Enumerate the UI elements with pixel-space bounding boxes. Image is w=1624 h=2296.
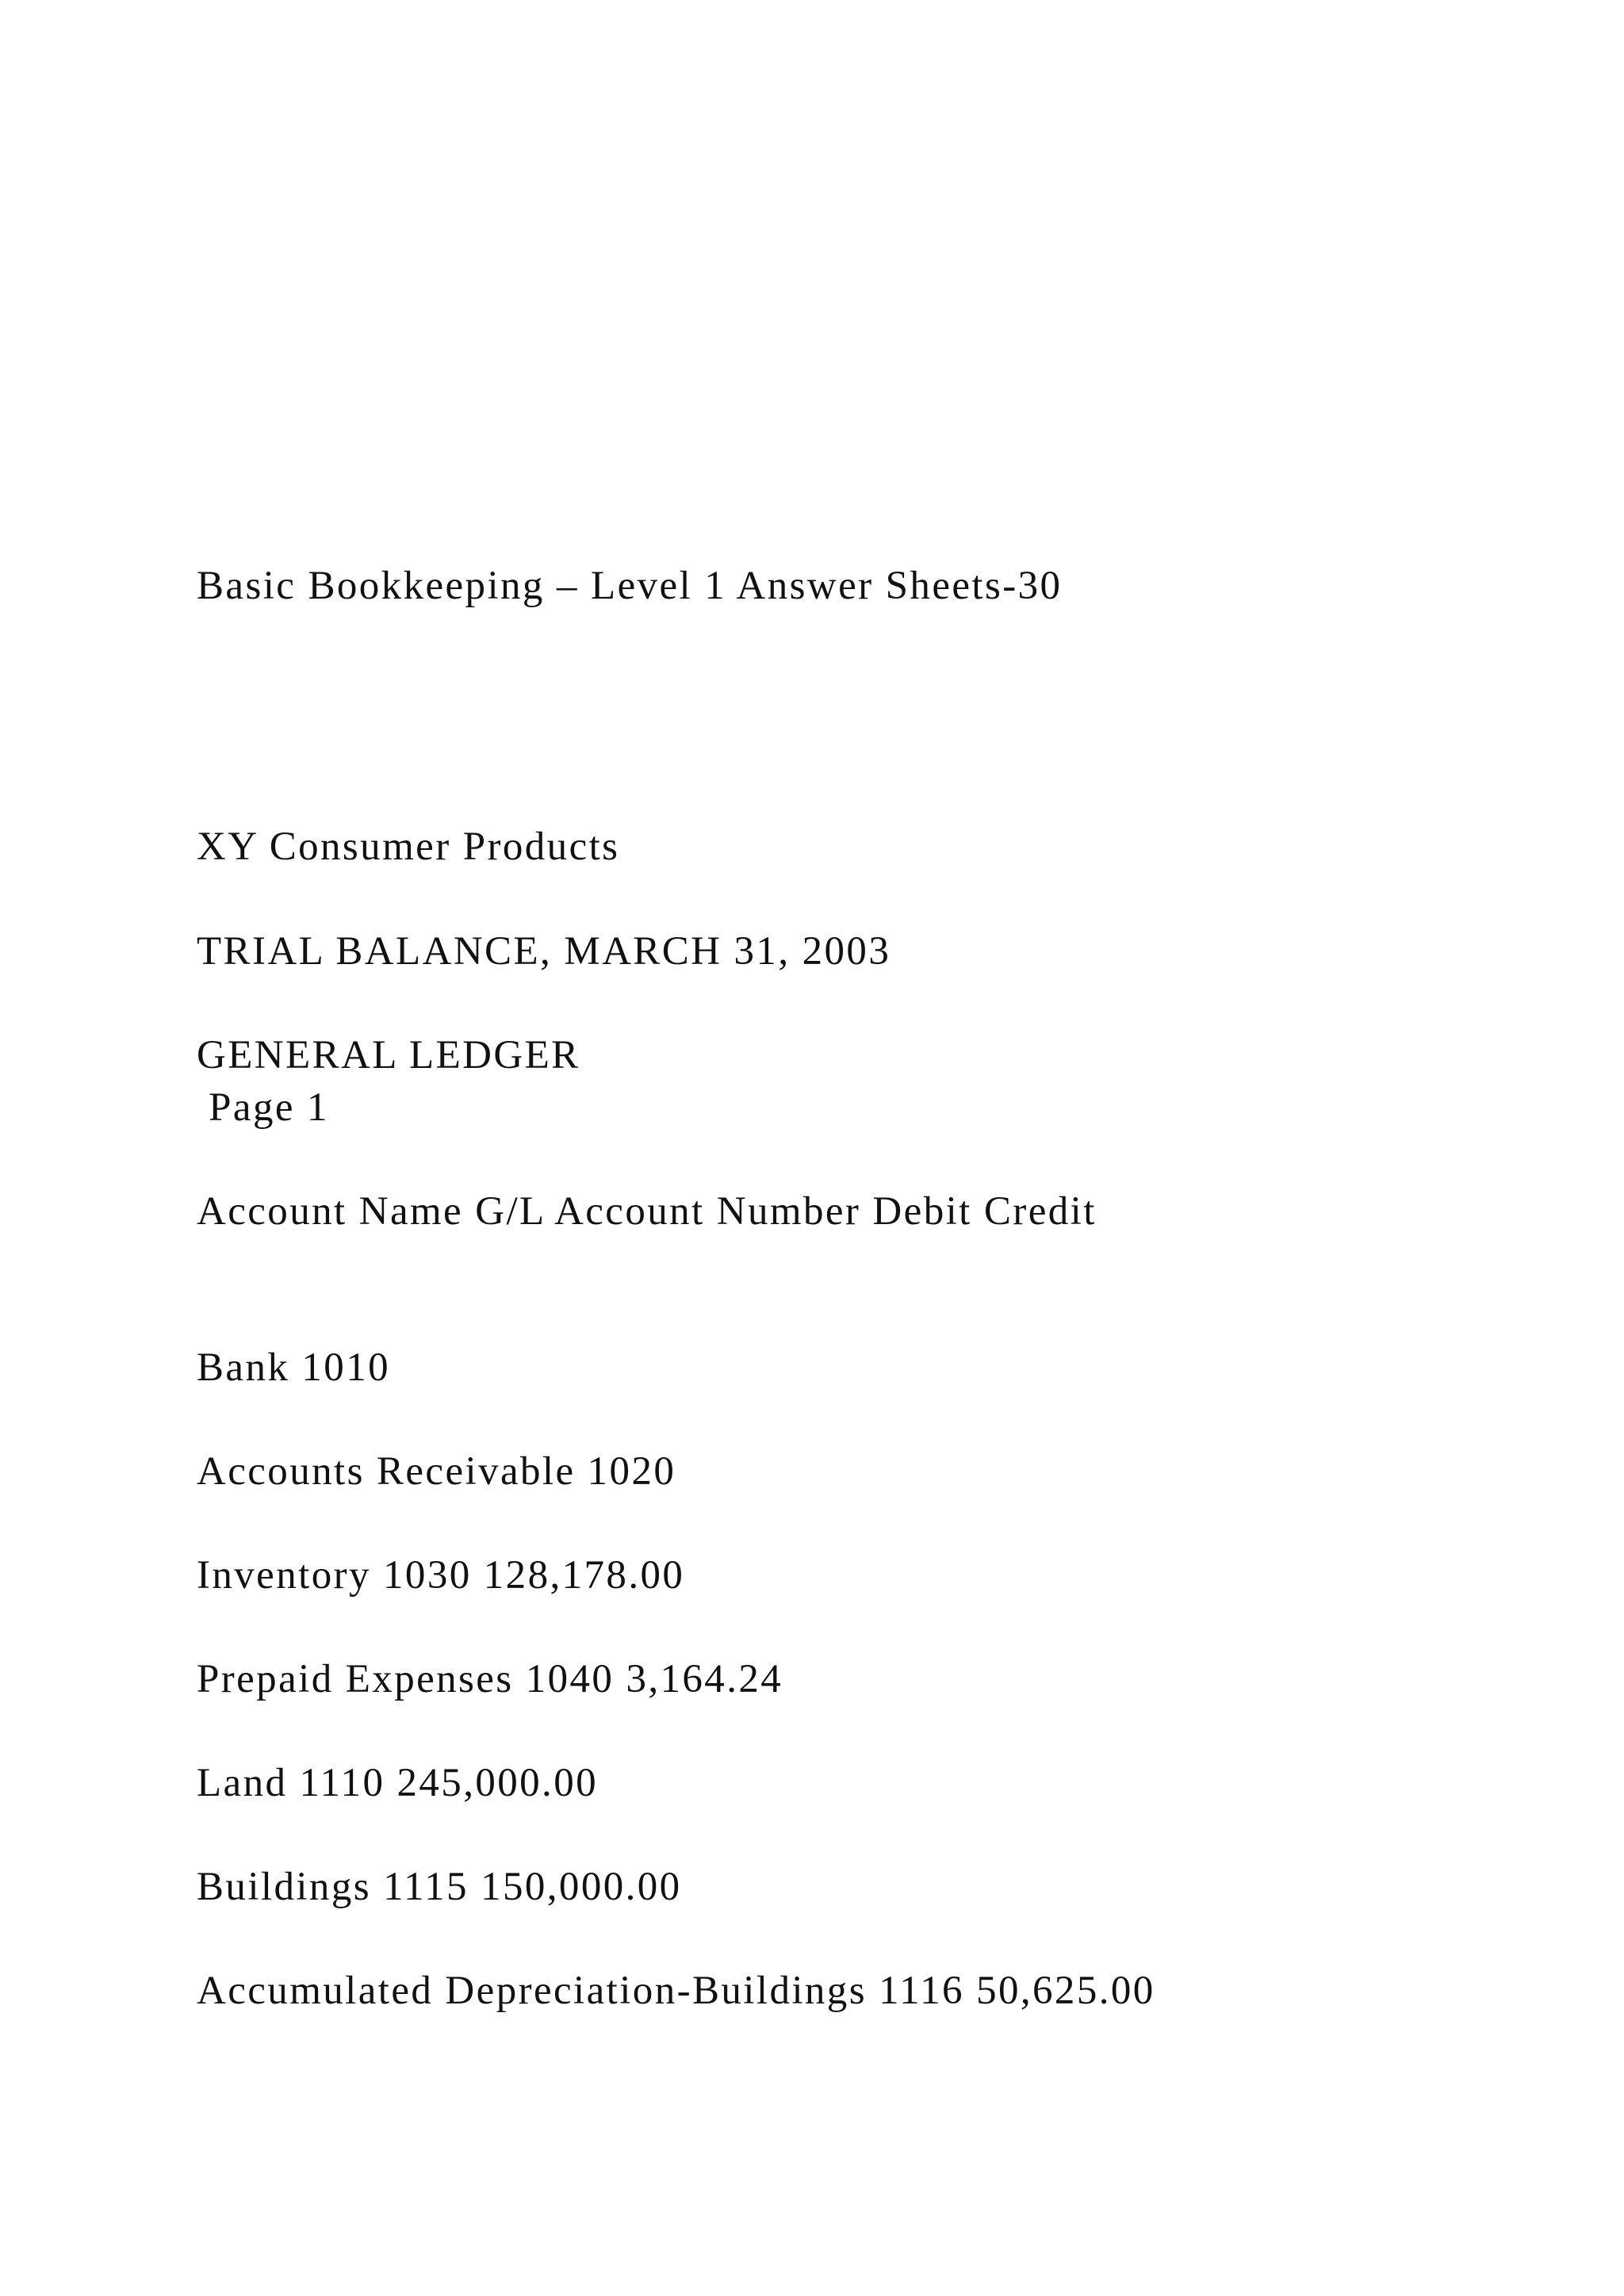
column-headers: Account Name G/L Account Number Debit Credit (197, 1189, 1097, 1234)
ledger-title: GENERAL LEDGER (197, 1033, 580, 1077)
page-number: Page 1 (197, 1085, 329, 1130)
ledger-entry: Land 1110 245,000.00 (197, 1761, 599, 1805)
document-header: Basic Bookkeeping – Level 1 Answer Sheets-30 (197, 564, 1063, 608)
ledger-entry: Accounts Receivable 1020 (197, 1449, 676, 1494)
ledger-entry: Buildings 1115 150,000.00 (197, 1865, 682, 1909)
ledger-entry: Bank 1010 (197, 1345, 391, 1390)
ledger-entry: Accumulated Depreciation-Buildings 1116 50,625.00 (197, 1969, 1155, 2013)
company-name: XY Consumer Products (197, 825, 620, 869)
ledger-entry: Prepaid Expenses 1040 3,164.24 (197, 1657, 783, 1701)
ledger-entry: Inventory 1030 128,178.00 (197, 1553, 685, 1598)
report-title: TRIAL BALANCE, MARCH 31, 2003 (197, 929, 891, 974)
